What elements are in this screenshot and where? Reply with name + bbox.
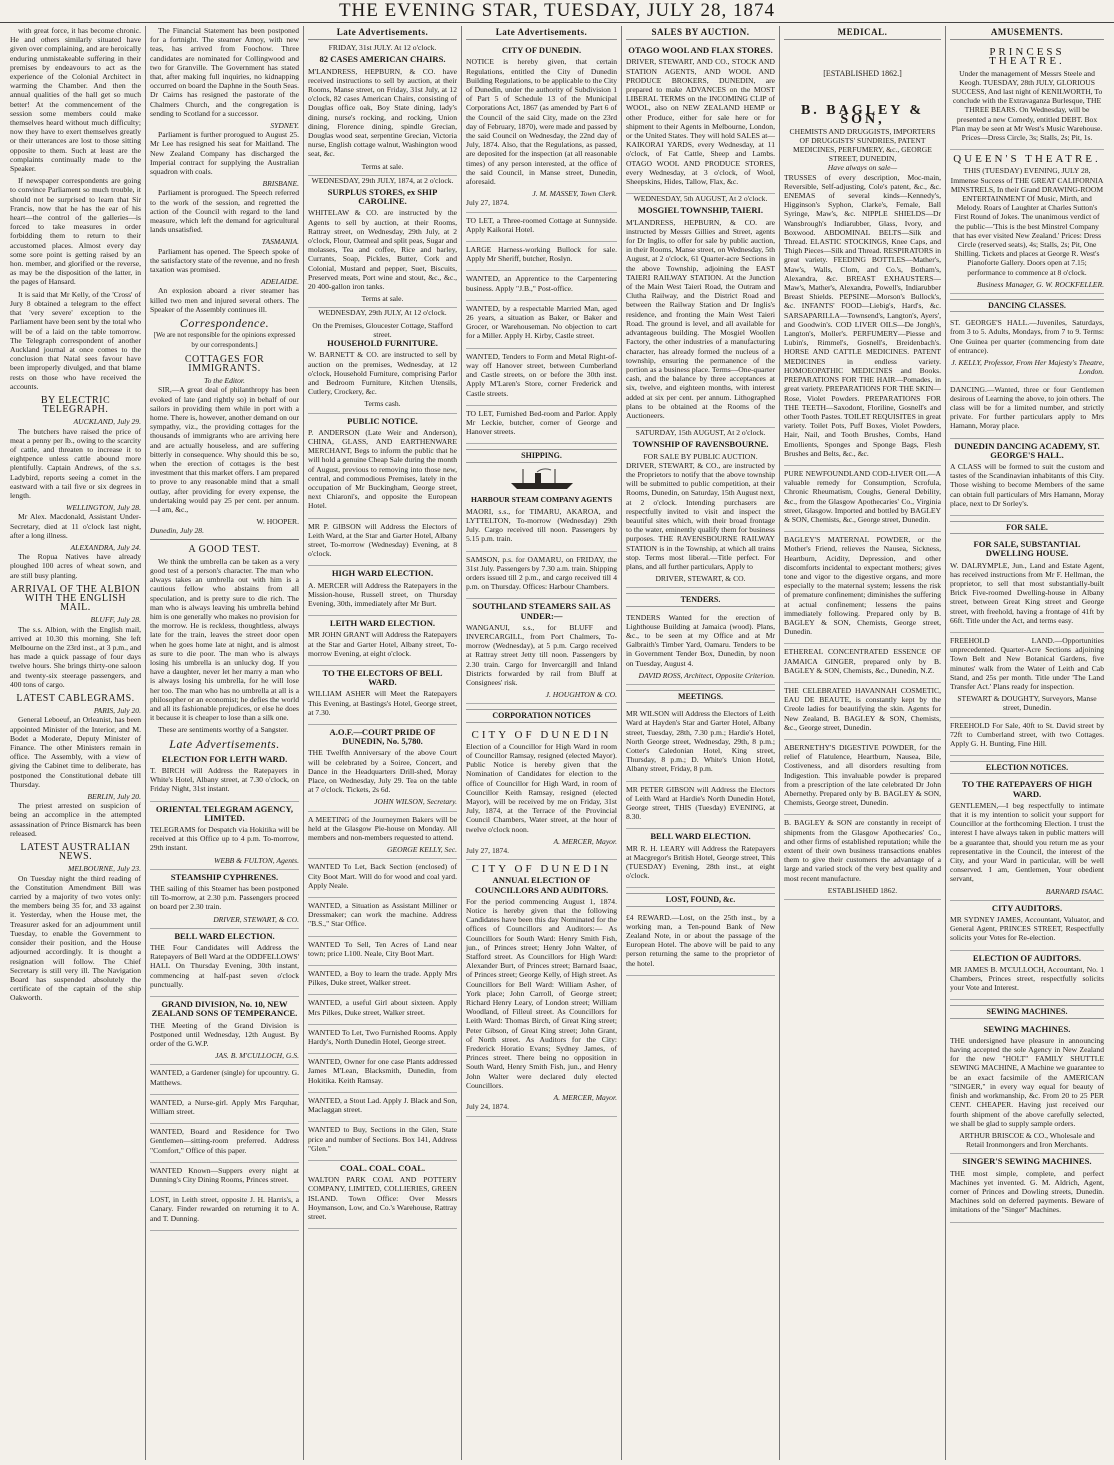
ad-subtitle: Have always on sale— (827, 163, 898, 173)
ad-body: FREEHOLD LAND.—Opportunities unprecedented. Quarter-Acre Sections adjoining Town Belt and New Botanical Gardens, five minutes' walk from the Water of Leith and Cab Stand, and 25s per month. Title under 'The Land Transfer Act.' Plans ready for inspection. (950, 635, 1104, 691)
advertisement (950, 315, 1104, 381)
ad-signature: J. KELLY, Professor, From Her Majesty's Theatre, London. (951, 358, 1104, 377)
newspaper-title: THE EVENING STAR, TUESDAY, JULY 28, 1874 (338, 0, 776, 21)
dateline: BLUFF, July 28. (90, 615, 141, 625)
dateline: BRISBANE. (262, 179, 299, 189)
ad-body: A. MERCER will Address the Ratepayers in the Mission-house, Russell street, on Thursday Evening, 30th, immediately after Mr Burt. (308, 580, 457, 608)
ad-title: B. BAGLEY & SON, (800, 103, 925, 128)
advertisement (308, 52, 457, 175)
ad-body: M'LANDRESS, HEPBURN, & CO. have received instructions to sell by auction, at their Rooms, Manse street, on Friday, 31st July, at 12 o'clock, 82 cases American Chairs, consisting of Douglas office oak, Boy State dining, lady's dining, nurse's rocking, and rocking, Union dining, Florence dining, spindle Grecian, Douglas wood seat, serpentine Grecian, Victoria nurse, English cottage walnut, Washington wood seat, &c. (308, 66, 457, 159)
ad-title: PUBLIC NOTICE. (347, 415, 418, 426)
ad-body: WANTED, a Stout Lad. Apply J. Black and Son, Maclaggan street. (308, 1095, 457, 1115)
ad-title: SOUTHLAND STEAMERS SAIL AS UNDER:— (472, 601, 611, 621)
ad-body: WHITELAW & CO. are instructed by the Agents to sell by auction, at their Rooms, Rattray street, on Wednesday, 29th July, at 2 o'clock, Flour, Oatmeal and split peas, Sugar and molasses, Tea and coffee, Rice and barley, Currants, Soap, Pickles, Butter, Cork and Colonial, Mustard and pepper, Suet, Biscuits, Preserved meats, Port wine and stout, &c., &c., 20 400-gallon iron tanks. (308, 208, 457, 292)
advertisement (950, 1022, 1104, 1155)
ad-body: A CLASS will be formed to suit the custom and tastes of the Scandinavian inhabitants of this City. Those wishing to become Members of the same can obtain full particulars of Mrs Hamann, Moray place, next to Dr Sorley's. (950, 461, 1104, 508)
advertisement (308, 725, 457, 812)
ad-signature: GEORGE KELLY, Sec. (386, 845, 457, 855)
advertisement (626, 910, 775, 976)
ad-subtitle: CHEMISTS AND DRUGGISTS, IMPORTERS OF DRUGGISTS' SUNDRIES, PATENT MEDICINES, PERFUMERY, &c., GEORGE STREET, DUNEDIN, (789, 126, 936, 164)
ad-body: P. ANDERSON (Late Weir and Anderson), CHINA, GLASS, AND EARTHENWARE MERCHANT, Begs to inform the public that he will hold a genuine Cheap Sale during the month of August, previous to removing into those new, central, and commodious Premises, lately in the occupation of Mr Buckingham, George street, next Chiaroni's, and opposite the European Hotel. (308, 427, 457, 511)
ad-body: ETHEREAL CONCENTRATED ESSENCE OF JAMAICA GINGER, prepared only by B. BAGLEY & SON, Chemists, &c., Dunedin, N.Z. (784, 647, 941, 675)
column-3 (304, 26, 462, 1460)
divider (150, 539, 299, 540)
article-paragraph: An explosion aboard a river steamer has killed two men and injured several others. The Speaker of the Assembly continues ill. (150, 286, 299, 314)
ad-body: GENTLEMEN,—I beg respectfully to intimate that it is my intention to solicit your support for Councillor at the forthcoming Election. I trust the interest I have always taken in public matters will be a guarantee that, should you return me as your representative in the Council, the interest of the City, and your Ward in particular, will be well conserved. I am, Gentlemen, Your obedient servant, (950, 800, 1104, 884)
column-header: MEDICAL. (784, 28, 941, 40)
letter-signature: W. HOOPER. (256, 517, 299, 527)
advertisement (150, 929, 299, 997)
ad-title: MOSGIEL TOWNSHIP, TAIERI. (637, 205, 764, 216)
ad-signature: DAVID ROSS, Architect, Opposite Criterion. (638, 670, 775, 680)
classified-ad (466, 301, 617, 349)
ad-body: WANTED to Buy, Sections in the Glen, State price and number of Sections. Box 141, Address "Glen." (308, 1125, 457, 1153)
advertisement (950, 951, 1104, 1001)
column-1 (6, 26, 146, 1460)
advertisement (626, 706, 775, 781)
advertisement (950, 439, 1104, 516)
ad-title: CITY OF DUNEDIN (471, 728, 612, 741)
ad-body: For the period commencing August 1, 1874. Notice is hereby given that the following Candidates have been this day Nominated for the offices of Councillors and Auditors:— As Councillors for South Ward: Henry Smith Fish, jun., of Princes street; Henry John Walter, of Stafford street. As Councillors for High Ward: Alexander Burt, of Princes street; Barnard Isaac, of Princes street; George Kelly, of High street. As Councillors for Bell Ward: William Asher, of York place; John Carroll, of George street; Richard Henry Leary, of London street; William Woodland, of Filleul street. As Councillors for Leith Ward: Thomas Birch, of Great King street; Peter Gibson, of Great King street; John Grant, of North street. As Auditors for the City: Frederick Horatio Evans; Sydney James, of Princes street. There being no opposition in South Ward, Henry Smith Fish, jun., and Henry John Walter were declared duly elected Councillors. (466, 896, 617, 1090)
columns (6, 26, 1108, 1460)
ad-body: THE Four Candidates will Address the Ratepayers of Bell Ward at the ODDFELLOWS' HALL On Thursday Evening, 30th instant, commencing at half-past seven o'clock punctually. (150, 943, 299, 989)
ad-signature: JOHN WILSON, Secretary. (374, 797, 457, 807)
advertisement (466, 504, 617, 552)
ad-title: TO THE ELECTORS OF BELL WARD. (322, 667, 443, 688)
ad-subtitle: ANNUAL ELECTION OF COUNCILLORS AND AUDITORS. (474, 875, 609, 895)
ad-title: SEWING MACHINES. (983, 1023, 1071, 1034)
ad-title: TO THE RATEPAYERS OF HIGH WARD. (961, 779, 1093, 799)
section-heading: DANCING CLASSES. (950, 299, 1104, 312)
ad-title: GRAND DIVISION, No. 10, NEW ZEALAND SONS OF TEMPERANCE. (151, 999, 298, 1019)
article-paragraph: We think the umbrella can be taken as a very good test of a person's character. The man who always takes an umbrella out with him is a cautious fellow who abstains from all speculation, and is pretty sure to die rich. The man who is always leaving his umbrella behind him is one generally who makes no provision for the morrow. He is reckless, thoughtless, always late for the train, leaves the street door open when he goes home late at night, and is almost as sure to die poor. The man who is always losing his umbrella is an unlucky dog. If you have a daughter, never let her marry a man who is always losing his umbrella, for he will lose her too. The man who has no umbrella at all is a philosopher or an economist; he defies the world and all its fashionable prejudices, or else he does it because it is cheaper to lose than a silk one. (150, 556, 299, 723)
ad-body: LOST, in Leith street, opposite J. H. Harris's, a Canary. Finder rewarded on returning it to A. and T. Dunning. (150, 1195, 299, 1223)
dateline: MELBOURNE, July 23. (68, 864, 141, 874)
ad-body: WILLIAM ASHER will Meet the Ratepayers This Evening, at Bastings's Hotel, George street, at 7.30. (308, 689, 457, 717)
column-7 (946, 26, 1108, 1460)
column-header: SALES BY AUCTION. (626, 28, 775, 40)
advertisement (466, 43, 617, 212)
advertisement (466, 599, 617, 704)
ad-title: SURPLUS STORES, ex SHIP CAROLINE. (327, 187, 438, 207)
ad-body: Under the management of Messrs Steele and Keogh. TUESDAY, 28th JULY, GLORIOUS SUCCESS, And last night of KENILWORTH, To conclude with the Extravaganza Burlesque, THE THREE BEARS. On Wednesday, will be presented a new Comedy, entitled DEBT. Box Plan may be seen at Mr West's Music Warehouse. Prices—Dress Circle, 3s; Stalls, 2s; Pit, 1s. (951, 68, 1103, 143)
section-heading: LOST, FOUND, &c. (626, 893, 775, 906)
ad-body: M'LANDRESS, HEPBURN, & CO. are instructed by Messrs Gillies and Street, agents for Dr Inglis, to offer for sale by public auction, in their Rooms, Manse street, on Wednesday, 5th August, at 2 o'clock, 61 Quarter-acre Sections in the above Township, adjoining the EAST TAIERI RAILWAY STATION. At the Junction of the Main West Taieri Road, the Outram and Clutha Railway, and the District Road and between the Railway Station and Dr Inglis's residence, and fronting the Main West Taieri Road. The ground is level, and all available for advantageous building. The Mosgiel Woollen Factory, the other industries of a manufacturing character, has already formed the nucleus of a township, ensuring the permanence of the portion as a business place. Terms—One-quarter cash, and the balance by three acceptances at six, twelve, and eighteen months, with interest added at six per cent. per annum. Lithographed plans to be obtained at the Rooms of the Auctioneers. (626, 217, 775, 420)
advertisement (626, 437, 775, 588)
letter-date: Dunedin, July 28. (150, 526, 204, 536)
classified-ad (466, 349, 617, 406)
advertisement (626, 43, 775, 194)
ad-title: TOWNSHIP OF RAVENSBOURNE. (632, 439, 769, 450)
ad-title: BELL WARD ELECTION. (174, 930, 275, 941)
ad-title: LEITH WARD ELECTION. (329, 618, 436, 629)
section-heading: Correspondence. (179, 316, 270, 331)
dateline: TASMANIA. (261, 237, 299, 247)
ad-subtitle: FOR SALE BY PUBLIC AUCTION. (643, 451, 758, 461)
advertisement (308, 185, 457, 308)
ad-body: WANTED, Board and Residence for Two Gentlemen—sitting-room preferred. Address "Comfort," Office of this paper. (150, 1127, 299, 1155)
ad-signature: BARNARD ISAAC. (1045, 886, 1104, 896)
advertisement (950, 150, 1104, 294)
ad-body: DRIVER, STEWART, & CO., are instructed by the Proprietors to notify that the above township will be submitted to public competition, at their Rooms, Dunedin, on Saturday, 15th August next, at 2 o'clock. Intending purchasers are respectfully invited to visit and inspect the beautiful sites which, with their broad frontage to the water, eminently qualify them for business purposes. THE RAVENSBOURNE RAILWAY STATION is in the Township, at which all trains stop. Terms most liberal.—Title perfect. For plans, and all further particulars, Apply to (626, 460, 775, 571)
classified-ad (308, 966, 457, 995)
ad-body: WANTED, a useful Girl about sixteen. Apply Mrs Pilkes, Duke street, Walker street. (308, 998, 457, 1017)
ad-body: WANTED, by a respectable Married Man, aged 26 years, a situation as Baker, or Baker and Grocer, or Warehouseman. No objection to cart for a Miller. Apply H. Kirby, Castle street. (466, 303, 617, 341)
column-4 (462, 26, 622, 1460)
advertisement (950, 382, 1104, 439)
ad-signature: J. M. MASSEY, Town Clerk. (532, 189, 617, 199)
ad-body: ST. GEORGE'S HALL.—Juveniles, Saturdays, from 3 to 5. Adults, Mondays, from 7 to 9. Terms: One Guinea per quarter (commencing from date of entrance). (950, 318, 1104, 355)
section-heading: BY ELECTRIC TELEGRAPH. (40, 394, 111, 416)
advertisement (308, 566, 457, 616)
advertisement (308, 519, 457, 567)
ad-title: OTAGO WOOL AND FLAX STORES. (628, 45, 773, 56)
ad-title: QUEEN'S THEATRE. (953, 153, 1101, 166)
ad-signature: STEWART & DOUGHTY, Surveyors, Manse street, Dunedin. (957, 694, 1097, 713)
dateline: WELLINGTON, July 28. (66, 503, 141, 513)
masthead (0, 0, 1114, 23)
dateline: ALEXANDRA, July 24. (70, 542, 141, 552)
ad-signature: DRIVER, STEWART, & CO. (213, 914, 299, 924)
ad-title: A.O.F.—COURT PRIDE OF DUNEDIN, No. 5,780. (329, 727, 436, 747)
telegram-text: Mr Alex. Macdonald, Assistant Under-Secretary, died at 11 o'clock last night, after a long illness. (10, 512, 141, 540)
classified-ad (308, 937, 457, 966)
ad-body: TRUSSES of every description, Moc-main, Reversible, Self-adjusting, Cole's patent, &c., &c. ENEMAS of several kinds—Kennedy's, Higginson's Syphon, Clarke's, Female, Ball Syringe, Maw's, &c. NIPPLE SHIELDS—Dr Wansbrough's Indiarubber, Glass, Ivory, and Boxwood. ABDOMINAL BELTS—Silk and Thread. ELASTIC STOCKINGS, Knee Caps, and Thigh Pieces—Silk and Thread. RESPIRATORS in great variety. FEEDING BOTTLES—Mather's, Maw's, Walls, Clom, and Co.'s, Botham's, Alexandra, &c. BREAST EXHAUSTERS—Maw's, Mather's, Alexandra, Powell's, Indiarubber Breast Shields. PEPSINE—Morson's Bullock's, &c. INFANTS' FOOD—Liebig's, Hard's, &c. SARSAPARILLA—Townsend's, Langton's, Ayers', and Goodwin's. COD LIVER OILS—De Jongh's, Langton's, Moller's. PERFUMERY—Piesse and Lubin's, Rimmel's, Gosnell's, Breidenbach's. HORSE AND CATTLE MEDICINES. PATENT MEDICINES in endless variety. HOMOEOPATHIC MEDICINES and Books. PREPARATIONS FOR THE HAIR—Pomades, in great variety. PREPARATIONS FOR THE SKIN—Rose, Violet Powders. PREPARATIONS FOR THE TEETH—Saxodont, Floriline, Gosnell's and other Tooth Pastes. TOILET REQUISITES in great variety. Toilet Pots, Puff Boxes, Violet Powders, Hair, Nail, and Tooth Brushes, Combs, Hand Emollients, Sponges and Sponge Bags, Flesh Brushes and Belts, &c., &c. (784, 172, 941, 458)
advertisement (784, 532, 941, 644)
ad-body: WANTED, a Boy to learn the trade. Apply Mrs Pilkes, Duke street, Walker street. (308, 969, 457, 988)
section-heading: MEETINGS. (626, 690, 775, 703)
ad-body: B. BAGLEY & SON are constantly in receipt of shipments from the Glasgow Apothecaries' Co., and other firms of established reputation; while the extent of their own business transactions enables them to give their customers the advantage of a large and varied stock of the very best quality and most recent manufacture. (784, 818, 941, 883)
ad-body: A MEETING of the Journeymen Bakers will be held at the Glasgow Pie-house on Monday. All members and non-members requested to attend. (308, 814, 457, 843)
section-heading: LATEST AUSTRALIAN NEWS. (20, 842, 131, 863)
ad-title: PRINCESS THEATRE. (989, 46, 1065, 68)
advertisement (950, 1154, 1104, 1222)
advertisement (626, 829, 775, 888)
advertisement (308, 414, 457, 519)
steamship-icon (466, 466, 617, 492)
article-paragraph: The Financial Statement has been postponed for a fortnight. The steamer Amoy, with new teas, has arrived from Foochow. Three candidates are nominated for Collingwood and two for Granville. The Government has stated that, after making full inquiries, no kidnapping occurred on board the Daphne in the South Seas. Dr Cairns has resigned the pastorate of the Chalmers Church, and the congregation is sending to Scotland for a successor. (150, 26, 299, 118)
letter-salutation: To the Editor. (204, 376, 245, 386)
ad-body: WANTED, a Nurse-girl. Apply Mrs Farquhar, William street. (150, 1097, 299, 1116)
ad-date: July 27, 1874. (466, 846, 510, 856)
ad-signature: DRIVER, STEWART, & CO. (655, 574, 746, 584)
telegram-text: The priest arrested on suspicion of being an accomplice in the attempted assassination of Prince Bismarck has been released. (10, 801, 141, 838)
sale-location: On the Premises, Gloucester Cottage, Stafford street. (312, 320, 453, 339)
advertisement (150, 997, 299, 1065)
advertisement (784, 644, 941, 683)
ad-body: THE most simple, complete, and perfect Machines yet invented. G. M. Aldrich, Agent, corner of Princes and Dowling streets, Dunedin. Machines sold on deferred payments. Beware of imitations of the "Singer" Machines. (950, 1168, 1104, 1215)
column-6 (780, 26, 946, 1460)
ad-body: LARGE Harness-working Bullock for sale. Apply Mr Sheriff, butcher, Roslyn. (466, 245, 617, 264)
ad-title: ELECTION FOR LEITH WARD. (161, 753, 288, 764)
disclaimer: [We are not responsible for the opinions expressed by our correspondents.] (153, 331, 296, 349)
classified-ad (466, 213, 617, 242)
ad-body: MR P. GIBSON will Address the Electors of Leith Ward, at the Star and Garter Hotel, Albany street, To-morrow (Wednesday) Evening, at 8 o'clock. (308, 521, 457, 559)
classified-ad (150, 1095, 299, 1124)
classified-ad (466, 271, 617, 300)
ad-body: THE sailing of this Steamer has been postponed till To-morrow, at 2.30 p.m. Passengers proceed on board per 2.30 train. (150, 884, 299, 912)
sale-date: FRIDAY, 31st JULY. At 12 o'clock. (328, 43, 437, 53)
advertisement (950, 537, 1104, 633)
classified-ad (308, 1122, 457, 1161)
ad-body: WANTED To Let, Back Section (enclosed) of City Boot Mart. Will do for wood and coal yard. Apply Neale. (308, 862, 457, 890)
dateline: SYDNEY. (270, 121, 299, 131)
ad-body: MR R. H. LEARY will Address the Ratepayers at Macgregor's British Hotel, George street, This (TUESDAY) Evening, 28th inst., at eight o'clock. (626, 843, 775, 881)
classified-ad (308, 995, 457, 1024)
column-header: Late Advertisements. (308, 28, 457, 40)
ad-body: WANTED, a Gardener (single) for upcountry. G. Matthews. (150, 1068, 299, 1087)
column-2 (146, 26, 304, 1460)
advertisement (626, 203, 775, 428)
dateline: ADELAIDE. (260, 277, 299, 287)
ad-title: HIGH WARD ELECTION. (331, 568, 434, 579)
article-paragraph: Parliament has opened. The Speech spoke of the satisfactory state of the revenue, and no fresh taxation was promised. (150, 246, 299, 275)
ad-body: MR WILSON will Address the Electors of Leith Ward at Hayden's Star and Garter Hotel, Albany street, Tuesday, 28th, 7.30 p.m.; Hardie's Hotel, North George street, Wednesday, 29th, 8 p.m.; Cotter's Caledonian Hotel, King street, Thursday, 8 p.m.; D. White's Union Hotel, Albany street, Friday, 8 p.m. (626, 709, 775, 774)
section-heading: SHIPPING. (466, 449, 617, 462)
classified-ad (308, 859, 457, 898)
advertisement (308, 318, 457, 414)
telegram-text: The s.s. Albion, with the English mail, arrived at 10.30 this morning. She left Melbourne on the 23rd inst., at 3 p.m., and has made a quick passage of four days twelve hours. She brings thirty-one saloon and twenty-six steerage passengers, and 400 tons of cargo. (10, 624, 141, 689)
classified-ad (150, 1065, 299, 1094)
ad-terms: Terms cash. (364, 399, 401, 409)
section-heading: LATEST CABLEGRAMS. (16, 693, 135, 705)
ad-body: MAORI, s.s., for TIMARU, AKAROA, and LYTTELTON, To-morrow (Wednesday) 29th July. Cargo received till noon. Passengers by 5.15 p.m. train. (466, 506, 617, 544)
ad-signature: J. HOUGHTON & CO. (545, 690, 617, 700)
ad-body: Election of a Councillor for High Ward in room of Councillor Ramsay, resigned (elected Mayor). Public Notice is hereby given that the Nomination of Candidates for election to the office of Councillor for High Ward, in room of Councillor Keith Ramsay, resigned (elected Mayor), will be received by me on Friday, 31st July, 1874, at the Terrace of the Provincial Council Chambers, Water street, at the hour of twelve o'clock noon. (466, 741, 617, 834)
advertisement (784, 466, 941, 532)
sale-date: SATURDAY, 15th AUGUST, At 2 o'clock. (635, 428, 766, 438)
ad-signature: ARTHUR BRISCOE & CO., Wholesale and Retail Ironmongers and Iron Merchants. (959, 1130, 1095, 1150)
column-header: AMUSEMENTS. (950, 28, 1104, 40)
advertisement (950, 777, 1104, 900)
advertisement (784, 683, 941, 740)
classified-ad (150, 1163, 299, 1192)
dateline: BERLIN, July 20. (87, 792, 141, 802)
dateline: PARIS, July 20. (93, 706, 141, 716)
advertisement (466, 552, 617, 600)
ad-body: TO LET, Furnished Bed-room and Parlor. Apply Mr Leckie, butcher, corner of George and Hanover streets. (466, 408, 617, 437)
ad-title: SINGER'S SEWING MACHINES. (962, 1156, 1092, 1167)
classified-ad (308, 898, 457, 937)
ad-body: WANGANUI, s.s., for BLUFF and INVERCARGILL, from Port Chalmers, To-morrow (Wednesday), at 5 p.m. Cargo received at Rattray street Jetty till noon. Passengers by 2.30 train. Cargo for Invercargill and Inland Districts forwarded by rail from Bluff at Consignees' risk. (466, 622, 617, 687)
ad-body: PURE NEWFOUNDLAND COD-LIVER OIL—A valuable remedy for Consumption, Scrofula, Chronic Rheumatism, Coughs, General Debility, &c., from the Glasgow Apothecaries' Co., Virginia street, Glasgow. Imported and bottled by BAGLEY & SON, Chemists, &c., George street, Dunedin. (784, 468, 941, 524)
advertisement (466, 726, 617, 861)
section-heading: A GOOD TEST. (188, 543, 261, 555)
ad-body: MR JAMES B. M'CULLOCH, Accountant, No. 1 Chambers, Princes street, respectfully solicits your Vote and Interest. (950, 964, 1104, 993)
article-paragraph: with great force, it has become chronic. He and others similarly situated have given over complaining, and are heroically enduring unmistakeable suffering in their premises by endeavours to act as the experience of the Colonial Architect in warming the Chamber. And then the annual qualities of the hall get so much better! At the commencement of the session some members could make themselves heard without much difficulty; now they have to exert themselves greatly or their utterances are lost to those sitting opposite to them. Such at least are the complaints continually made to the Speaker. (10, 26, 141, 174)
advertisement (950, 718, 1104, 757)
ad-body: THE undersigned have pleasure in announcing having accepted the sole Agency in New Zealand for the new "HOLT" FAMILY SHUTTLE SEWING MACHINE, A Machine we guarantee to be an exact facsimile of the AMERICAN "SINGER," in every way equal for beauty of finish and workmanship, &c. From 20 to 25 PER CENT. CHEAPER. Having just received our fourth shipment of the above carefully selected, we shall be glad to supply sample orders. (950, 1035, 1104, 1128)
ad-body: T. BIRCH will Address the Ratepayers in White's Hotel, Albany street, at 7.30 o'clock, on Friday Night, 31st instant. (150, 766, 299, 794)
ad-signature: A. MERCER, Mayor. (553, 1093, 617, 1103)
advertisement (784, 815, 941, 900)
ad-body: DANCING.—Wanted, three or four Gentlemen desirous of Learning the above, to join others. The class will be for a limited number, and strictly private. For further particulars apply to Mrs Hamann, Moray place. (950, 384, 1104, 431)
telegram-text: The Ropua Natives have already ploughed 100 acres of wheat sown, and are still busy planting. (10, 552, 141, 580)
section-heading: CORPORATION NOTICES (466, 709, 617, 722)
sale-date: WEDNESDAY, 29th JULY, At 12 o'clock. (318, 308, 447, 318)
ad-body: MR PETER GIBSON will Address the Electors of Leith Ward at Hardie's North Dunedin Hotel, George street, THIS (Tuesday) EVENING, at 8.30. (626, 784, 775, 822)
classified-ad (466, 242, 617, 271)
section-heading: ARRIVAL OF THE ALBION WITH THE ENGLISH MAIL. (10, 583, 141, 614)
ad-body: THIS (TUESDAY) EVENING, JULY 28, Immense Success of THE GREAT CALIFORNIA MINSTRELS, In their Grand DRAWING-ROOM ENTERTAINMENT Of Music, Mirth, and Melody. Roars of Laughter at Charles Sutton's First Round of Jokes. The unanimous verdict of the public—'This is the best Minstrel Company that has ever visited New Zealand.' Prices: Dress Circle (reserved seats), 4s; Stalls, 2s; Pit, One Shilling. Tickets and places at George R. West's Pianoforte Gallery. Doors open at 7.15; performance to commence at 8 o'clock. (950, 166, 1104, 277)
article-paragraph: These are sentiments worthy of a Sangster. (158, 725, 289, 735)
telegram-text: General Leboeuf, an Orleanist, has been appointed Minister of the Interior, and M. Bodet a Moderate, Deputy Minister of Finance. The other Ministers remain in office. The Assembly, with a view of giving the Cabinet time to deliberate, has postponed the Constitutional debate till Thursday. (10, 715, 141, 789)
ad-body: NOTICE is hereby given, that certain Regulations, entitled the City of Dunedin Building Regulations, to be applicable to the City of Dunedin, under the authority of Subdivision 1 of Part 5 of Schedule 13 of the Municipal Corporations Act, 1867 (as amended by Part 6 of the Council of the said City, made on the 23rd day of February, 1870), were made and passed by the said Council on Wednesday, the 22nd day of July, 1874. Also, that the Regulations, as passed, are deposited for the inspection (at all reasonable times) of any person interested, at the office of the said Council, in Manse street, Dunedin, aforesaid. (466, 57, 617, 187)
advertisement (150, 870, 299, 929)
classified-ad (308, 1025, 457, 1054)
dateline: AUCKLAND, July 29. (73, 417, 141, 427)
ad-title: ORIENTAL TELEGRAM AGENCY, LIMITED. (155, 803, 294, 823)
advertisement (308, 812, 457, 860)
section-heading: SEWING MACHINES. (950, 1005, 1104, 1018)
advertisement (950, 633, 1104, 718)
classified-ad (150, 1192, 299, 1231)
ad-body: MR SYDNEY JAMES, Accountant, Valuator, and General Agent, PRINCES STREET, Respectfully solicits your Votes for Re-election. (950, 915, 1104, 943)
ad-body: WANTED, Owner for one case Plants addressed James M'Lean, Blacksmith, Dunedin, from Hokitika. Keith Ramsay. (308, 1057, 457, 1085)
advertisement (466, 860, 617, 1116)
article-paragraph: It is said that Mr Kelly, of the 'Cross' of Jury 8 obtained a telegram to the effect that 'very severe' exception to the Parliament have been sent by the total who will be of a laid on the table tomorrow. The Telegraph correspondent of another Auckland journal at once comes to the conclusion that Natal sees favour have been improperly divulged, and that blame rests on those who have received the accounts. (10, 289, 141, 391)
advertisement (308, 616, 457, 666)
ad-signature: WEBB & FULTON, Agents. (214, 855, 299, 865)
ad-signature: A. MERCER, Mayor. (553, 836, 617, 846)
ad-body: W. DALRYMPLE, Jun., Land and Estate Agent, has received instructions from Mr F. Hellman, the proprietor, to sell that most substantially-built Brick Five-roomed Dwelling-house in Albany street, between Great King street and George street, with freehold, having a frontage of 41ft by 66ft. Title under the Act, and terms easy. (950, 560, 1104, 625)
section-heading: FOR SALE. (950, 521, 1104, 534)
ad-date: July 27, 1874. (466, 198, 510, 208)
classified-ad (308, 1054, 457, 1093)
column-header: Late Advertisements. (466, 28, 617, 40)
ad-body: THE CELEBRATED HAVANNAH COSMETIC, EAU DE BEAUTE, is constantly kept by the Creole ladies for beautifying the skin. Agents for New Zealand, B. BAGLEY & SON, Chemists, &c., George street, Dunedin. (784, 685, 941, 732)
column-5 (622, 26, 780, 1460)
article-paragraph: Parliament is prorogued. The Speech referred to the work of the session, and regretted the action of the Council with regard to the land measure, which left the demand for agricultural lands unsatisfied. (150, 188, 299, 235)
ad-title: HARBOUR STEAM COMPANY AGENTS (470, 494, 613, 504)
ad-terms: Terms at sale. (361, 294, 404, 304)
advertisement (308, 666, 457, 725)
ad-body: WANTED, an Apprentice to the Carpentering business. Apply "J.B.," Post-office. (466, 274, 617, 293)
sale-date: WEDNESDAY, 5th AUGUST, At 2 o'clock. (633, 194, 768, 204)
ad-body: MR JOHN GRANT will Address the Ratepayers at the Star and Garter Hotel, Albany street, To-morrow Evening, at eight o'clock. (308, 630, 457, 658)
ad-body: FREEHOLD For Sale, 40ft to St. David street by 72ft to Cumberland street, with two Cottages. Apply G. H. Bunting, Fine Hill. (950, 720, 1104, 748)
classified-ad (150, 1124, 299, 1163)
telegram-text: The butchers have raised the price of meat a penny per lb., owing to the scarcity of cattle, and threaten to increase it to eightpence unless cattle abound more plentifully. Captain Andrews, of the s.s. Ladybird, reports seeing a comet in the eastward with a tail five or six degrees in length. (10, 426, 141, 500)
ad-body: TENDERS Wanted for the erection of Lighthouse Building at Jamaica (wood). Plans, &c., to be seen at my Office and at Mr Galbraith's Timber Yard, Oamaru. Tenders to be in Government Tender Box, Dunedin, by noon on Tuesday, August 4. (626, 612, 775, 668)
advertisement (308, 1161, 457, 1229)
advertisement (150, 752, 299, 802)
ad-body: TELEGRAMS for Despatch via Hokitika will be received at this Office up to 4 p.m. To-morrow, 29th instant. (150, 825, 299, 853)
ad-title: ELECTION OF AUDITORS. (972, 952, 1082, 963)
article-paragraph: If newspaper correspondents are going to convince Parliament so much trouble, it should not be surprised to learn that Sir Francis, now that he has the ear of his heart—the control of the galleries—is forced to take measures in order forbidding them to return to their accustomed places. Almost every day some sore point is getting raised by an hon. member, and glorified or the reverse, as may be the disposition of the latter, in the pages of Hansard. (10, 176, 141, 287)
letter-title: COTTAGES FOR IMMIGRANTS. (184, 353, 265, 374)
ad-title: CITY AUDITORS. (991, 902, 1063, 913)
ad-body: WANTED To Let, Two Furnished Rooms. Apply Hardy's, North Dunedin Hotel, George street. (308, 1027, 457, 1047)
ad-body: SAMSON, p.s. for OAMARU, on FRIDAY, the 31st July. Passengers by 7.30 a.m. train. Shipping orders issued till 2 p.m., and cargo received till 4 p.m. on Thursday. Offices: Harbour Chambers. (466, 554, 617, 592)
ad-date: July 24, 1874. (466, 1102, 510, 1112)
advertisement (626, 610, 775, 685)
ad-body: WANTED, a Situation as Assistant Milliner or Dressmaker; can work the machine. Address "B.S.," Star Office. (308, 901, 457, 929)
section-heading: Late Advertisements. (169, 736, 280, 751)
ad-body: WANTED Known—Suppers every night at Dunning's City Dining Rooms, Princes street. (150, 1165, 299, 1184)
advertisement (150, 802, 299, 870)
classified-ad (466, 406, 617, 445)
ad-title: BELL WARD ELECTION. (650, 831, 751, 842)
advertisement (950, 901, 1104, 951)
letter-body: SIR,—A great deal of philanthropy has been evoked of late (and rightly so) in behalf of our sailors in providing them while in port with a home. There is, however, another demand on our sympathy, viz., the providing cottages for the thousands of immigrants who are arriving here and are actually houseless, and are suffering bitterly in consequence. Why should this be so, when the erection of cottages is the best investment that this market offers. I am prepared to prove to any reasonable mind that a small outlay, after providing for every expense, the undertaking would pay 25 per cent. per annum.—I am, &c., (150, 385, 299, 514)
sale-date: WEDNESDAY, 29th JULY, 1874, at 2 o'clock. (311, 175, 454, 185)
ad-body: WALTON PARK COAL AND POTTERY COMPANY, LIMITED, COLLIERIES, GREEN ISLAND. Town Office: Over Messrs Hoymanson, Low, and Co.'s Warehouse, Rattray street. (308, 1175, 457, 1221)
ad-body: WANTED, Tenders to Form and Metal Right-of-way off Hanover street, between Cumberland and Castle streets, on or before the 30th inst. Apply M'Laren's Store, corner Frederick and Castle streets. (466, 351, 617, 398)
ad-title: HOUSEHOLD FURNITURE. (327, 338, 438, 349)
ad-signature: ESTABLISHED 1862. (827, 885, 898, 895)
ad-body: W. BARNETT & CO. are instructed to sell by auction on the premises, Wednesday, at 12 o'clock, Household Furniture, comprising Parlor and Bedroom Furniture, Kitchen Utensils, Cutlery, Crockery, &c. (308, 350, 457, 397)
ad-body: THE Twelfth Anniversary of the above Court will be celebrated by a Soiree, Concert, and Dance in the Headquarters Drill-shed, Moray Place, on Wednesday, July 29. Tea on the table at 7 o'clock. Tickets, 2s 6d. (308, 748, 457, 795)
advertisement (784, 740, 941, 815)
telegram-text: On Tuesday night the third reading of the Constitution Amendment Bill was carried by a majority of two votes only: the members being 35 for, and 33 against it. Yesterday, when the House met, the Treasurer asked for an adjournment until Tuesday, to enable the Government to consider their position, and the House adjourned accordingly. It is thought a resignation will follow. The Chief Secretary is still very ill. The Navigation Board has suspended absolutely the certificate of the captain of the ship Oakworth. (10, 873, 141, 1003)
advertisement (626, 782, 775, 830)
ad-title: STEAMSHIP CYPHRENES. (170, 871, 279, 882)
ad-title: CITY OF DUNEDIN. (501, 45, 582, 56)
ad-title: 82 CASES AMERICAN CHAIRS. (319, 54, 446, 65)
ad-signature: Business Manager, G. W. ROCKFELLER. (976, 279, 1104, 289)
ad-body: WANTED To Sell, Ten Acres of Land near town; price L100. Neale, City Boot Mart. (308, 939, 457, 958)
ad-title: FOR SALE, SUBSTANTIAL DWELLING HOUSE. (973, 539, 1081, 559)
ad-body: DRIVER, STEWART, AND CO., STOCK AND STATION AGENTS, AND WOOL AND PRODUCE BROKERS, DUNEDIN, are prepared to make ADVANCES on the MOST LIBERAL TERMS on the INCOMING CLIP of WOOL, also on NEW ZEALAND HEMP or other Produce, either for sale here or for shipment to their Agents in Melbourne, London, or the United States. They will hold SALES at— KAIKORAI YARDS, every Wednesday, at 11 o'clock, of Fat Cattle, Sheep and Lambs. OTAGO WOOL AND PRODUCE STORES, every Wednesday, at 3 o'clock, of Wool, Sheepskins, Hides, Tallow, Flax, &c. (626, 57, 775, 187)
ad-title: COAL. COAL. COAL. (339, 1162, 426, 1173)
ad-body: ABERNETHY'S DIGESTIVE POWDER, for the relief of Flatulence, Heartburn, Nausea, Bile, Costiveness, and all disorders resulting from Indigestion. This invaluable powder is prepared from a prescription of the late celebrated Dr John Abernethy. Prepared only by B. BAGLEY & SON, Chemists, George street, Dunedin. (784, 743, 941, 808)
ad-body: TO LET, a Three-roomed Cottage at Sunnyside. Apply Kaikorai Hotel. (466, 215, 617, 234)
ad-body: BAGLEY'S MATERNAL POWDER, or the Mother's Friend, relieves the Nausea, Sickness, Heartburn, Acidity, Depression, and other discomforts incidental to expectant mothers; gives tone and vigor to the digestive organs, and more especially to the maternal system; lessens the risk of premature confinement; diminishes the suffering at actual confinement; lessens the pains immediately following. Prepared only by B. BAGLEY & SON, Chemists, George street, Dunedin. (784, 535, 941, 637)
classified-ad (308, 1093, 457, 1122)
article-paragraph: Parliament is further prorogued to August 25. Mr Lee has resigned his seat for Maitland. The New Zealand Company has discharged the Imperial contract for supplying the Australian squadron with coals. (150, 130, 299, 177)
ad-signature: JAS. B. M'CULLOCH, G.S. (215, 1051, 299, 1061)
advertisement (784, 103, 941, 466)
ad-terms: Terms at sale. (361, 161, 404, 171)
established-notice: [ESTABLISHED 1862.] (823, 68, 902, 78)
ad-body: THE Meeting of the Grand Division is Postponed until Wednesday, 12th August. By order of the G.W.P. (150, 1020, 299, 1048)
section-heading: ELECTION NOTICES. (950, 761, 1104, 774)
ad-title: CITY OF DUNEDIN (471, 863, 612, 876)
ad-title: DUNEDIN DANCING ACADEMY, ST. GEORGE'S HALL. (954, 440, 1100, 460)
advertisement (950, 43, 1104, 150)
section-heading: TENDERS. (626, 593, 775, 606)
ad-body: £4 REWARD.—Lost, on the 25th inst., by a working man, a Ten-pound Bank of New Zealand Note, in or about the passage of the European Hotel. The above will be paid to any person returning the same to the proprietor of the hotel. (626, 912, 775, 968)
